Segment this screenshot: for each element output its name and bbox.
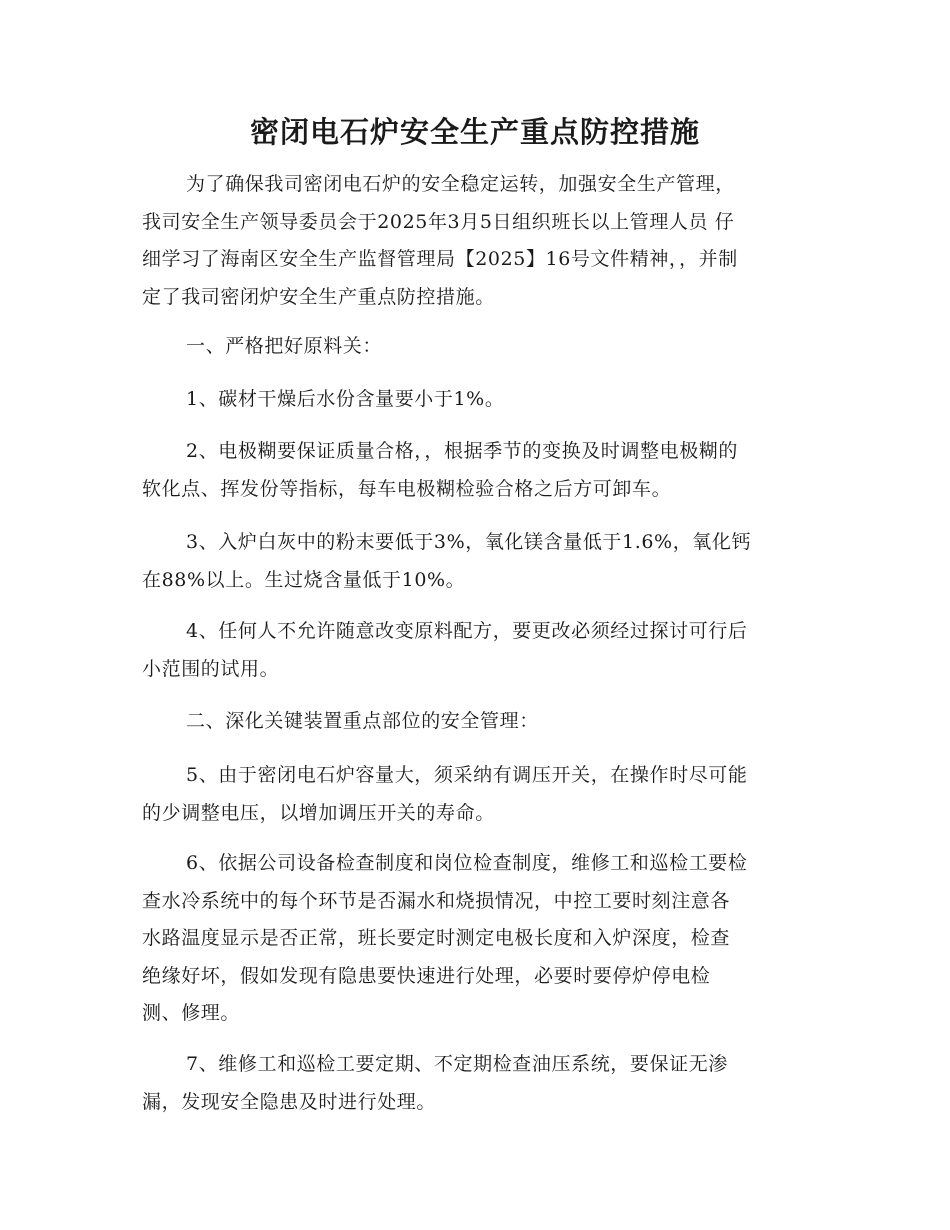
intro-paragraph <box>142 166 812 316</box>
document-title: 密闭电石炉安全生产重点防控措施 <box>249 115 700 149</box>
paragraph-line: 3、入炉白灰中的粉末要低于3%，氧化镁含量低于1.6%，氧化钙 <box>186 531 752 553</box>
paragraph-line: 我司安全生产领导委员会于2025年3月5日组织班长以上管理人员 仔 <box>142 210 735 233</box>
paragraph-line: 漏，发现安全隐患及时进行处理。 <box>142 1090 437 1113</box>
section-heading: 二、深化关键装置重点部位的安全管理： <box>186 710 539 732</box>
item-1-paragraph <box>142 381 812 419</box>
paragraph-line: 测、修理。 <box>142 1002 241 1024</box>
paragraph-line: 7、维修工和巡检工要定期、不定期检查油压系统，要保证无渗 <box>186 1053 728 1075</box>
paragraph-line: 4、任何人不允许随意改变原料配方，要更改必须经过探讨可行后 <box>186 620 748 642</box>
paragraph-line: 查水冷系统中的每个环节是否漏水和烧损情况，中控工要时刻注意各 <box>142 889 731 912</box>
item-3-paragraph <box>142 524 812 599</box>
paragraph-line: 2、电极糊要保证质量合格，，根据季节的变换及时调整电极糊的 <box>186 440 738 462</box>
item-2-paragraph <box>142 433 812 508</box>
section-heading: 一、严格把好原料关： <box>186 335 383 357</box>
item-6-paragraph <box>142 845 812 1033</box>
paragraph-line: 定了我司密闭炉安全生产重点防控措施。 <box>142 285 495 308</box>
paragraph-line: 小范围的试用。 <box>142 657 280 680</box>
item-5-paragraph <box>142 757 812 832</box>
section-heading-key-devices <box>142 703 812 741</box>
paragraph-line: 在88%以上。生过烧含量低于10%。 <box>142 568 466 591</box>
paragraph-line: 软化点、挥发份等指标，每车电极糊检验合格之后方可卸车。 <box>142 477 672 500</box>
paragraph-line: 水路温度显示是否正常，班长要定时测定电极长度和入炉深度，检查 <box>142 927 731 949</box>
paragraph-line: 6、依据公司设备检查制度和岗位检查制度，维修工和巡检工要检 <box>186 852 748 874</box>
paragraph-line: 1、碳材干燥后水份含量要小于1%。 <box>186 388 505 410</box>
paragraph-line: 5、由于密闭电石炉容量大，须采纳有调压开关，在操作时尽可能 <box>186 764 748 786</box>
paragraph-line: 的少调整电压，以增加调压开关的寿命。 <box>142 801 495 824</box>
item-7-paragraph <box>142 1046 812 1121</box>
section-heading-raw-materials <box>142 328 812 366</box>
item-4-paragraph <box>142 613 812 688</box>
paragraph-line: 为了确保我司密闭电石炉的安全稳定运转，加强安全生产管理， <box>186 173 735 195</box>
paragraph-line: 绝缘好坏，假如发现有隐患要快速进行处理，必要时要停炉停电检 <box>142 964 711 987</box>
paragraph-line: 细学习了海南区安全生产监督管理局【2025】16号文件精神，，并制 <box>142 248 738 270</box>
